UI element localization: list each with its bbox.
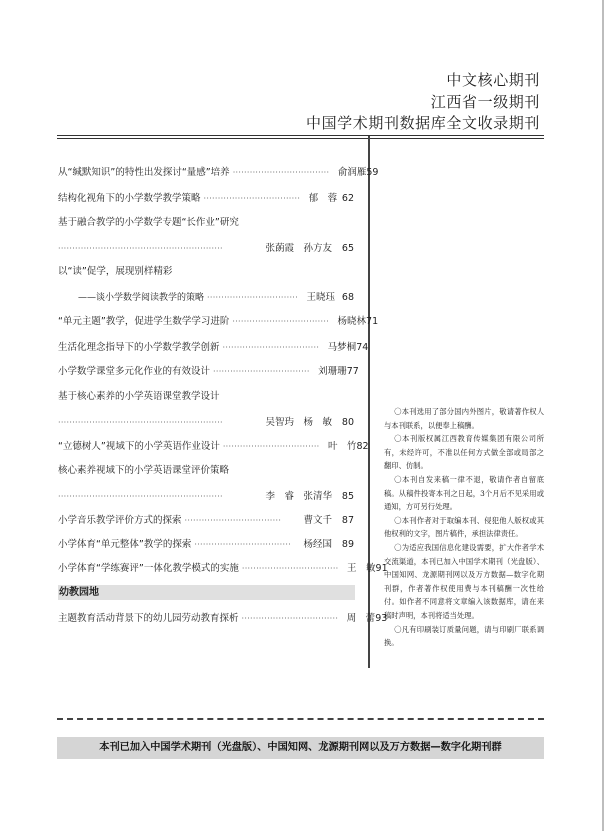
toc-page: 82	[356, 441, 369, 452]
toc-page: 62	[341, 193, 354, 204]
notice-paragraph: 〇为适应我国信息化建设需要，扩大作者学术交流渠道，本刊已加入中国学术期刊（光盘版）、中国知网、龙源期刊网以及万方数据—数字化期刊群，作者著作权使用费与本刊稿酬一次性给付。如作者不同意将文章编入该数据库，请在来稿时声明，本刊将适当处理。	[384, 542, 544, 620]
leader-dots: ··························································	[58, 244, 223, 253]
notice-paragraph: 〇本刊自发来稿一律不退，敬请作者自留底稿。从稿件投寄本刊之日起，3个月后不见采用或通知，方可另行处理。	[384, 474, 544, 512]
header-database-journal: 中国学术期刊数据库全文收录期刊	[305, 114, 540, 132]
toc-title: 小学体育“学练赛评”一体化教学模式的实施	[58, 563, 239, 574]
toc-entry[interactable]	[58, 438, 369, 452]
toc-entry[interactable]	[58, 313, 379, 327]
leader-dots: ··································	[213, 367, 310, 376]
toc-page: 77	[346, 366, 359, 377]
toc-page: 68	[341, 292, 354, 303]
section-header-preschool: 幼教园地	[58, 585, 355, 600]
notice-paragraph: 〇本刊版权属江西教育传媒集团有限公司所有，未经许可，不准以任何方式做全部或局部之翻印、仿制。	[384, 434, 544, 471]
toc-title: 以“读”促学，展现别样精彩	[58, 266, 173, 277]
toc-title: 生活化理念指导下的小学数学教学创新	[58, 342, 220, 353]
toc-entry[interactable]	[58, 263, 354, 303]
leader-dots: ··································	[232, 317, 330, 326]
toc-author: 李 睿 张清华	[265, 491, 332, 502]
toc-page: 80	[341, 417, 354, 428]
dashed-divider	[57, 718, 544, 720]
toc-title: 小学体育“单元整体”教学的探索	[58, 539, 192, 550]
header-rule	[57, 138, 544, 139]
toc-entry[interactable]	[58, 610, 388, 624]
toc-page: 65	[341, 243, 354, 254]
toc-entry[interactable]	[58, 512, 354, 526]
toc-page: 74	[356, 342, 369, 353]
leader-dots: ··························································	[58, 418, 223, 427]
toc-author: 郁 蓉	[308, 193, 338, 204]
leader-dots: ··································	[222, 442, 320, 451]
toc-author: 吴智玙 杨 敏	[265, 417, 332, 428]
toc-entry[interactable]	[58, 190, 354, 204]
toc-entry[interactable]	[58, 214, 354, 254]
toc-author: 叶 竹	[328, 441, 357, 452]
toc-author: 俞润雁	[337, 167, 367, 178]
header-provincial-journal: 江西省一级期刊	[430, 92, 540, 111]
toc-page: 71	[366, 316, 379, 327]
toc-page: 93	[375, 613, 388, 624]
leader-dots: ··································	[203, 194, 301, 203]
toc-author: 王晓珏	[306, 292, 335, 303]
toc-page: 89	[341, 539, 354, 550]
leader-dots: ··························································	[58, 492, 223, 501]
toc-author: 马梦桐	[327, 342, 357, 353]
toc-page: 87	[341, 515, 354, 526]
header-rule	[57, 135, 544, 136]
toc-entry[interactable]	[58, 388, 354, 428]
toc-page: 91	[375, 563, 388, 574]
notice-paragraph: 〇本刊选用了部分国内外图片，敬请著作权人与本刊联系，以便奉上稿酬。	[384, 407, 544, 430]
toc-author: 杨晓林	[337, 316, 367, 327]
toc-entry[interactable]	[58, 363, 359, 377]
toc-entry[interactable]	[58, 462, 354, 502]
toc-title: 主题教育活动背景下的幼儿园劳动教育探析	[58, 613, 239, 624]
leader-dots: ··································	[222, 343, 320, 352]
toc-entry[interactable]	[58, 164, 379, 178]
toc-title: 核心素养视域下的小学英语课堂评价策略	[58, 465, 230, 476]
header-core-journal: 中文核心期刊	[446, 71, 540, 89]
toc-title: 从“缄默知识”的特性出发探讨“量感”培养	[58, 167, 230, 178]
toc-title: “立德树人”视域下的小学英语作业设计	[58, 441, 220, 452]
leader-dots: ··································	[194, 540, 292, 549]
leader-dots: ··································	[232, 168, 330, 177]
page-edge	[602, 0, 604, 831]
toc-title: 结构化视角下的小学数学教学策略	[58, 193, 201, 204]
journal-headers	[306, 70, 540, 135]
database-banner: 本刊已加入中国学术期刊（光盘版）、中国知网、龙源期刊网以及万方数据—数字化期刊群	[57, 737, 544, 759]
toc-subtitle: ——谈小学数学阅读教学的策略	[78, 293, 205, 303]
toc-author: 刘珊珊	[318, 366, 347, 377]
toc-title: “单元主题”教学，促进学生数学学习进阶	[58, 316, 230, 327]
leader-dots: ··································	[241, 614, 339, 623]
toc-title: 小学数学课堂多元化作业的有效设计	[58, 366, 211, 377]
leader-dots: ··································	[184, 516, 282, 525]
toc-entry[interactable]	[58, 560, 388, 574]
leader-dots: ································	[207, 293, 298, 302]
toc-page: 59	[366, 167, 379, 178]
toc-title: 基于融合教学的小学数学专题“长作业”研究	[58, 217, 239, 228]
editorial-notice	[384, 405, 544, 650]
toc-author: 杨经国	[303, 539, 332, 550]
column-divider	[368, 136, 370, 668]
toc-title: 基于核心素养的小学英语课堂教学设计	[58, 391, 220, 402]
toc-author: 周 蕾	[346, 613, 376, 624]
notice-paragraph: 〇凡有印刷装订质量问题，请与印刷厂联系调换。	[384, 624, 544, 648]
toc-author: 曹文千	[303, 515, 332, 526]
toc-page: 85	[341, 491, 354, 502]
toc-author: 王 敏	[347, 563, 376, 574]
toc-entry[interactable]	[58, 536, 354, 550]
leader-dots: ··································	[241, 564, 339, 573]
notice-paragraph: 〇本刊作者对于取编本刊、侵犯他人版权或其他权利的文字，图片稿件，承担法律责任。	[384, 515, 544, 539]
toc-entry[interactable]	[58, 339, 369, 353]
toc-title: 小学音乐教学评价方式的探索	[58, 515, 182, 526]
toc-author: 张蓢霞 孙方友	[265, 243, 332, 254]
